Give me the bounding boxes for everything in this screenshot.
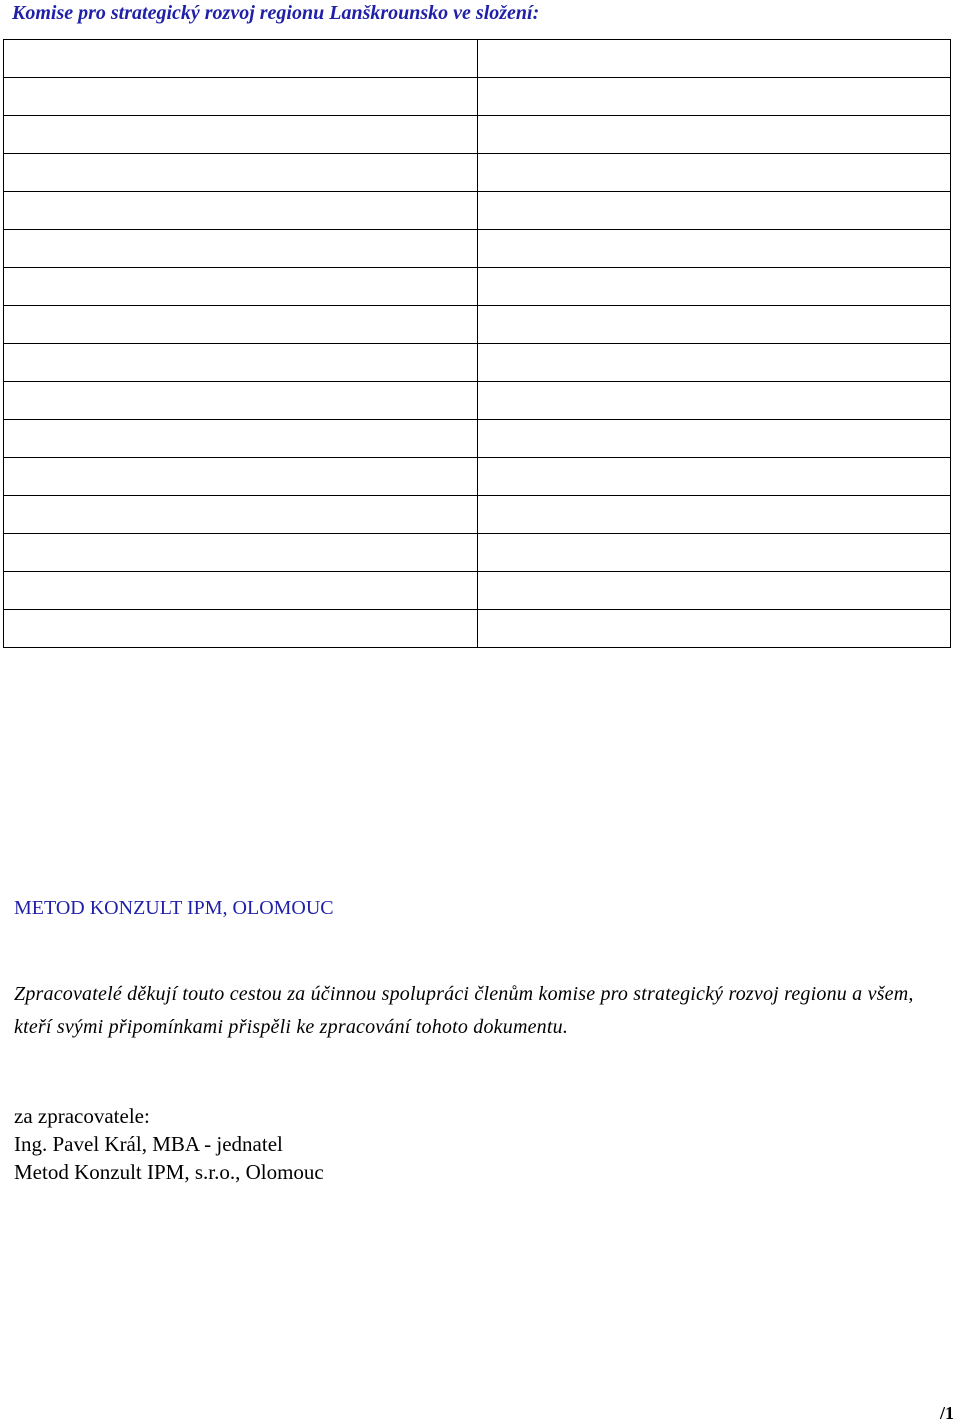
table-cell-right bbox=[477, 458, 951, 496]
committee-members-table-body bbox=[4, 40, 951, 648]
signature-company: Metod Konzult IPM, s.r.o., Olomouc bbox=[14, 1160, 324, 1184]
acknowledgement-paragraph: Zpracovatelé děkují touto cestou za účinnou spolupráci členům komise pro strategický rozvoj regionu a všem, kteří svými připomínkami přispěli ke zpracování tohoto dokumentu. bbox=[14, 983, 914, 1038]
committee-heading: Komise pro strategický rozvoj regionu Lanškrounsko ve složení: bbox=[12, 2, 540, 24]
table-row bbox=[4, 496, 951, 534]
table-cell-left bbox=[4, 40, 478, 78]
table-cell-right bbox=[477, 268, 951, 306]
table-cell-right bbox=[477, 572, 951, 610]
signature-role: za zpracovatele: bbox=[14, 1104, 150, 1128]
table-cell-left bbox=[4, 458, 478, 496]
organization-name: METOD KONZULT IPM, OLOMOUC bbox=[14, 897, 334, 919]
table-row bbox=[4, 344, 951, 382]
table-row bbox=[4, 192, 951, 230]
table-row bbox=[4, 268, 951, 306]
table-cell-right bbox=[477, 306, 951, 344]
table-cell-left bbox=[4, 420, 478, 458]
table-row bbox=[4, 610, 951, 648]
table-cell-left bbox=[4, 230, 478, 268]
table-cell-right bbox=[477, 116, 951, 154]
table-row bbox=[4, 420, 951, 458]
table-row bbox=[4, 154, 951, 192]
table-row bbox=[4, 534, 951, 572]
table-row bbox=[4, 382, 951, 420]
table-cell-left bbox=[4, 192, 478, 230]
table-cell-left bbox=[4, 154, 478, 192]
table-cell-right bbox=[477, 40, 951, 78]
table-cell-right bbox=[477, 154, 951, 192]
table-row bbox=[4, 572, 951, 610]
table-cell-right bbox=[477, 382, 951, 420]
table-row bbox=[4, 40, 951, 78]
table-row bbox=[4, 116, 951, 154]
table-cell-left bbox=[4, 344, 478, 382]
table-cell-right bbox=[477, 344, 951, 382]
table-cell-left bbox=[4, 78, 478, 116]
table-cell-right bbox=[477, 496, 951, 534]
table-cell-left bbox=[4, 496, 478, 534]
table-cell-left bbox=[4, 306, 478, 344]
table-cell-right bbox=[477, 78, 951, 116]
table-cell-left bbox=[4, 382, 478, 420]
table-row bbox=[4, 230, 951, 268]
table-cell-right bbox=[477, 534, 951, 572]
table-cell-left bbox=[4, 610, 478, 648]
table-cell-left bbox=[4, 116, 478, 154]
committee-members-table bbox=[3, 39, 951, 648]
table-cell-right bbox=[477, 420, 951, 458]
table-cell-left bbox=[4, 572, 478, 610]
signature-person: Ing. Pavel Král, MBA - jednatel bbox=[14, 1132, 283, 1156]
table-row bbox=[4, 458, 951, 496]
table-cell-right bbox=[477, 192, 951, 230]
table-row bbox=[4, 306, 951, 344]
table-row bbox=[4, 78, 951, 116]
table-cell-right bbox=[477, 610, 951, 648]
table-cell-left bbox=[4, 534, 478, 572]
table-cell-right bbox=[477, 230, 951, 268]
table-cell-left bbox=[4, 268, 478, 306]
signature-block bbox=[14, 1102, 324, 1186]
page-number: /1 bbox=[940, 1403, 955, 1423]
